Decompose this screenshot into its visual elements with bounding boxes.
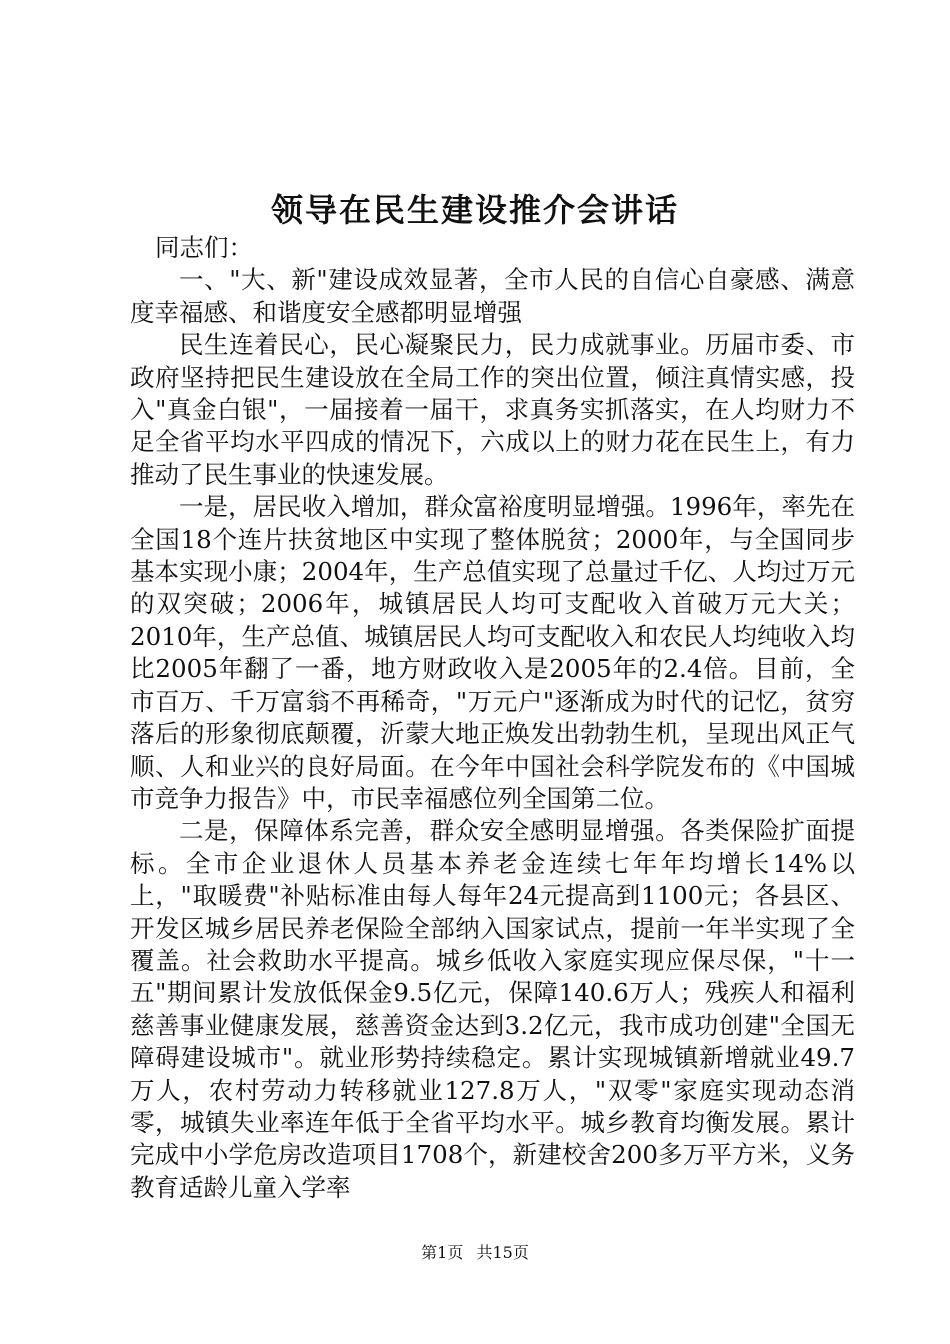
page-footer bbox=[0, 1242, 950, 1264]
paragraph-intro: 民生连着民心，民心凝聚民力，民力成就事业。历届市委、市政府坚持把民生建设放在全局工作的突出位置，倾注真情实感，投入"真金白银"，一届接着一届干，求真务实抓落实，在人均财力不足全省平均水平四成的情况下，六成以上的财力花在民生上，有力推动了民生事业的快速发展。 bbox=[130, 330, 855, 489]
page-total: 共15页 bbox=[476, 1243, 529, 1262]
salutation: 同志们： bbox=[155, 233, 253, 262]
document-body bbox=[130, 232, 855, 1204]
page-title: 领导在民生建设推介会讲话 bbox=[270, 191, 679, 229]
section-heading: 一、"大、新"建设成效显著，全市人民的自信心自豪感、满意度幸福感、和谐度安全感都明显增强 bbox=[130, 265, 855, 327]
page-number: 第1页 bbox=[421, 1243, 464, 1262]
paragraph-security: 二是，保障体系完善，群众安全感明显增强。各类保险扩面提标。全市企业退休人员基本养老金连续七年年均增长14%以上，"取暖费"补贴标准由每人每年24元提高到1100元；各县区、开发区城乡居民养老保险全部纳入国家试点，提前一年半实现了全覆盖。社会救助水平提高。城乡低收入家庭实现应保尽保，"十一五"期间累计发放低保金9.5亿元，保障140.6万人；残疾人和福利慈善事业健康发展，慈善资金达到3.2亿元，我市成功创建"全国无障碍建设城市"。就业形势持续稳定。累计实现城镇新增就业49.7万人，农村劳动力转移就业127.8万人，"双零"家庭实现动态消零，城镇失业率连年低于全省平均水平。城乡教育均衡发展。累计完成中小学危房改造项目1708个，新建校舍200多万平方米，义务教育适龄儿童入学率 bbox=[130, 816, 855, 1202]
paragraph-income: 一是，居民收入增加，群众富裕度明显增强。1996年，率先在全国18个连片扶贫地区中实现了整体脱贫；2000年，与全国同步基本实现小康；2004年，生产总值实现了总量过千亿、人均过万元的双突破；2006年，城镇居民人均可支配收入首破万元大关；2010年，生产总值、城镇居民人均可支配收入和农民人均纯收入均比2005年翻了一番，地方财政收入是2005年的2.4倍。目前，全市百万、千万富翁不再稀奇，"万元户"逐渐成为时代的记忆，贫穷落后的形象彻底颠覆，沂蒙大地正焕发出勃勃生机，呈现出风正气顺、人和业兴的良好局面。在今年中国社会科学院发布的《中国城市竞争力报告》中，市民幸福感位列全国第二位。 bbox=[130, 492, 855, 813]
